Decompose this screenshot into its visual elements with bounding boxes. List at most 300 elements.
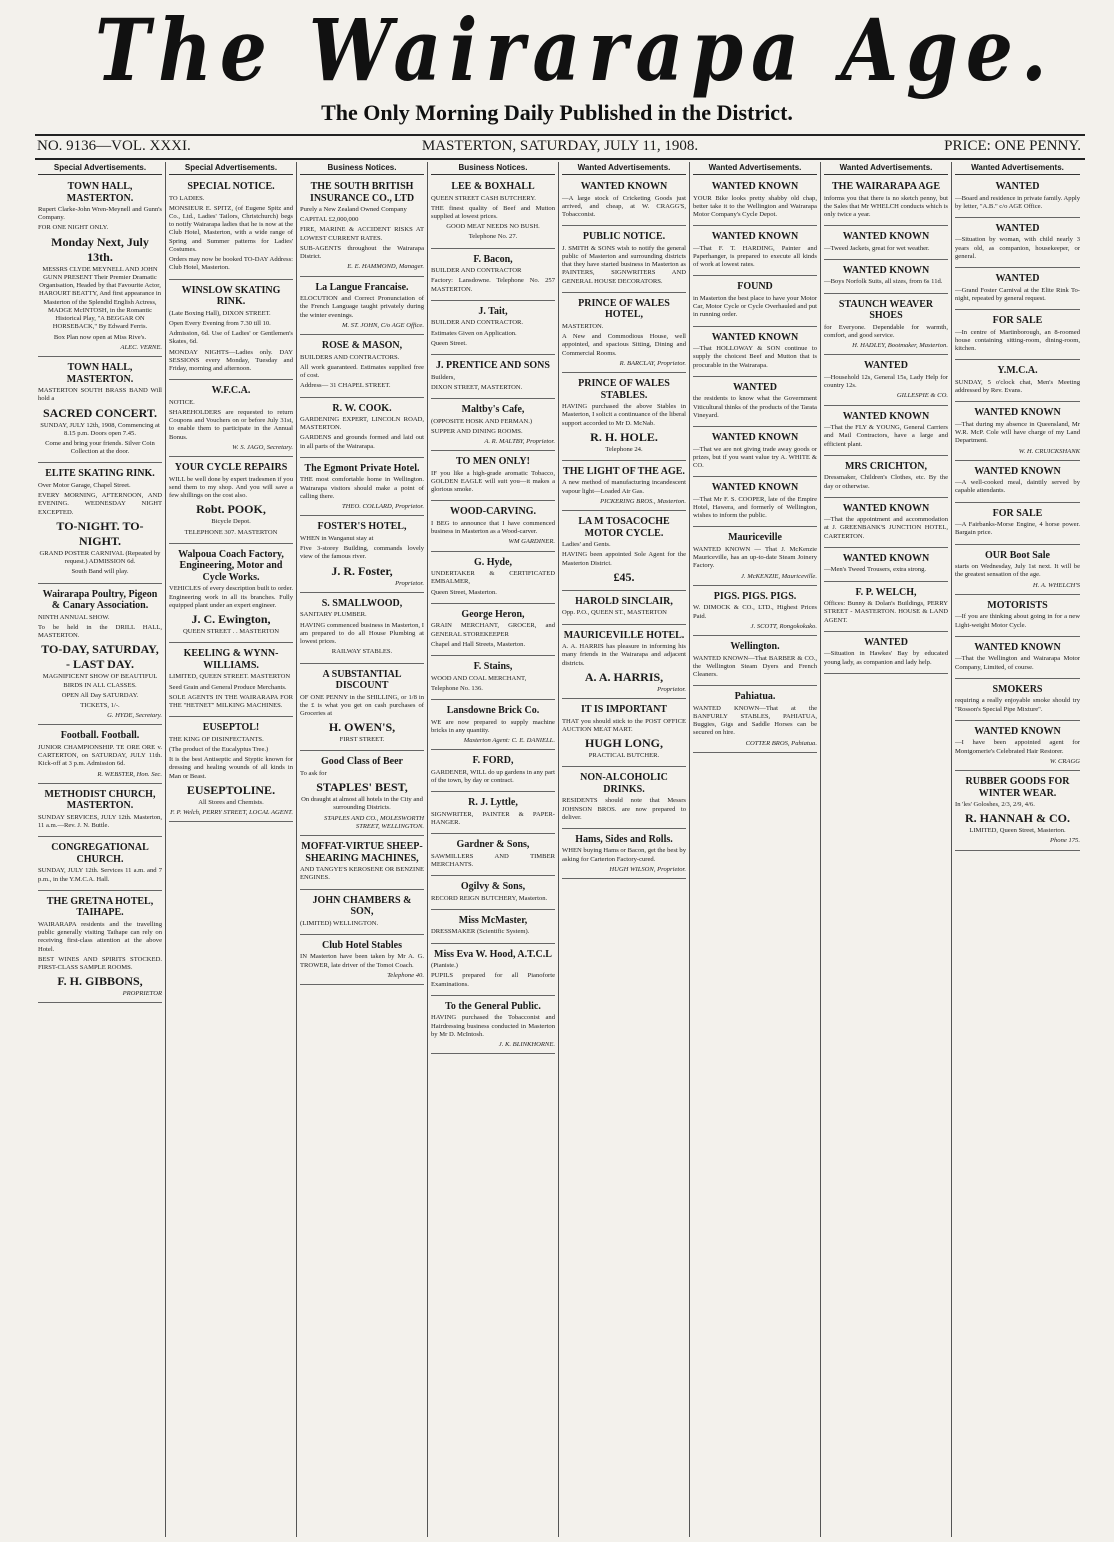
ad-text: SHAREHOLDERS are requested to return Coupons and Vouchers on or before July 31st, to enable them to participate in the Annual Bonus. <box>169 408 293 441</box>
ad-text: GARDENING EXPERT, LINCOLN ROAD, MASTERTON. <box>300 416 424 432</box>
advertisement <box>955 270 1080 310</box>
ad-title: FOR SALE <box>992 507 1043 519</box>
advertisement <box>955 773 1080 851</box>
ad-headline: J. C. Ewington, <box>191 612 271 627</box>
ad-title: J. Tait, <box>478 305 508 317</box>
ad-title: TOWN HALL, MASTERTON. <box>66 181 134 204</box>
advertisement <box>38 586 162 726</box>
ad-text: OF ONE PENNY in the SHILLING, or 1/8 in the £ is what you get on cash purchases of Groceries at <box>300 693 424 717</box>
ad-headline: TO-DAY, SATURDAY, - LAST DAY. <box>41 642 159 672</box>
ad-title: KEELING & WYNN-WILLIAMS. <box>183 648 279 671</box>
ad-title: La Langue Francaise. <box>315 281 409 293</box>
ad-text: WANTED KNOWN — That J. McKenzie Mauriceville, has an up-to-date Steam Joinery Factory. <box>693 545 817 570</box>
ad-signature: R. BARCLAY, Proprietor. <box>619 359 686 367</box>
ad-title: Wairarapa Poultry, Pigeon & Canary Association. <box>42 588 158 612</box>
ad-title: ELITE SKATING RINK. <box>45 468 155 480</box>
ad-text: In 'les' Goloshes, 2/3, 2/9, 4/6. <box>955 801 1035 808</box>
column-header: Special Advertisements. <box>169 162 293 175</box>
ad-text: Builders, <box>431 373 455 381</box>
ad-title: Ogilvy & Sons, <box>460 881 526 893</box>
ad-title: WANTED KNOWN <box>711 331 799 343</box>
ad-signature: HUGH WILSON, Proprietor. <box>609 865 686 873</box>
ad-title: OUR Boot Sale <box>985 549 1050 561</box>
advertisement <box>693 178 817 226</box>
advertisement <box>169 719 293 822</box>
ad-text: THAT you should stick to the POST OFFICE AUCTION MEAT MART. <box>562 717 686 733</box>
advertisement <box>169 645 293 717</box>
advertisement <box>693 278 817 326</box>
ad-title: WANTED <box>733 381 777 393</box>
ad-text: WE are now prepared to supply machine bricks in any quantity. <box>431 718 555 734</box>
ad-title: Good Class of Beer <box>321 756 403 768</box>
advertisement <box>824 262 948 294</box>
ad-text: Ladies' and Gents. <box>562 541 611 549</box>
advertisement <box>562 701 686 767</box>
ad-signature: Telephone 40. <box>387 971 424 979</box>
advertisement <box>300 753 424 836</box>
ad-text: Dressmaker, Children's Clothes, etc. By the day or otherwise. <box>824 474 948 490</box>
ad-signature: F. P. Welch, PERRY STREET, LOCAL AGENT. <box>170 809 293 817</box>
advertisement <box>38 786 162 837</box>
advertisement <box>562 463 686 511</box>
advertisement <box>562 513 686 591</box>
ad-signature: M. ST. JOHN, C/o AGE Office. <box>342 321 424 329</box>
ad-title: TOWN HALL, MASTERTON. <box>66 362 134 385</box>
advertisement <box>693 529 817 585</box>
advertisement <box>562 769 686 829</box>
ad-title: Miss McMaster, <box>458 914 528 926</box>
ad-title: Football. Football. <box>60 730 140 742</box>
issue-price: PRICE: ONE PENNY. <box>944 138 1081 154</box>
ad-text: (Pianiste.) <box>431 962 458 970</box>
ad-text: Over Motor Garage, Chapel Street. <box>38 481 131 489</box>
ad-title: George Heron, <box>461 608 525 620</box>
ad-text: WAIRARAPA residents and the travelling public generally visiting Taihape can rely on receiving first-class attention at the above Hotel. <box>38 920 162 953</box>
ad-text: Factory: Lansdowne. Telephone No. 257 MASTERTON. <box>431 277 555 293</box>
ad-title: F. P. WELCH, <box>855 586 917 598</box>
ad-text: —Situation in Hawkes' Bay by educated young lady, as companion and lady help. <box>824 650 948 666</box>
advertisement <box>431 178 555 249</box>
advertisement <box>300 518 424 592</box>
advertisement <box>824 178 948 226</box>
ad-text: —That during my absence in Queensland, Mr W.R. McP. Cole will have charge of my Land Department. <box>955 420 1080 445</box>
ad-title: Gardner & Sons, <box>456 839 530 851</box>
ad-text: DRESSMAKER (Scientific System). <box>431 928 530 936</box>
ad-text: —I have been appointed agent for Montgomerie's Celebrated Hair Restorer. <box>955 739 1080 755</box>
advertisement <box>169 546 293 643</box>
advertisement <box>693 638 817 686</box>
advertisement <box>38 893 162 1004</box>
ad-text: CAPITAL £2,000,000 <box>300 216 359 224</box>
ad-text: PUPILS prepared for all Pianoforte Examinations. <box>431 972 555 988</box>
ad-headline: A. A. HARRIS, <box>584 669 664 684</box>
ad-text: A new method of manufacturing incandescent vapour light—Loaded Air Gas. <box>562 479 686 495</box>
ad-text: MONDAY NIGHTS—Ladies only. DAY SESSIONS every Monday, Tuesday and Friday, morning and afternoon. <box>169 348 293 373</box>
ad-text: —A Fairbanks-Morse Engine, 4 horse power. Bargain price. <box>955 521 1080 537</box>
advertisement <box>300 178 424 277</box>
ad-title: WANTED KNOWN <box>711 231 799 243</box>
ad-text: —Boys Norfolk Suits, all sizes, from 6s 11d. <box>824 278 943 286</box>
ad-title: LA M TOSACOCHE MOTOR CYCLE. <box>578 516 670 539</box>
ad-title: Miss Eva W. Hood, A.T.C.L <box>434 948 552 960</box>
column-7 <box>821 162 952 1537</box>
ad-title: WANTED <box>995 273 1040 285</box>
ad-text: SUNDAY, JULY 12th. Services 11 a.m. and 7 p.m., in the Y.M.C.A. Hall. <box>38 867 162 883</box>
advertisement <box>300 400 424 458</box>
ad-text: —That F. T. HARDING, Painter and Paperhanger, is prepared to execute all kinds of work at lowest rates. <box>693 244 817 269</box>
ad-title: THE LIGHT OF THE AGE. <box>563 465 685 477</box>
ad-text: the residents to know what the Government Viticultural thinks of the products of the Tarata Vineyard. <box>693 395 817 419</box>
ad-title: Y.M.C.A. <box>997 365 1038 377</box>
ad-title: WANTED <box>864 636 908 648</box>
ad-headline: £45. <box>613 569 635 584</box>
advertisement <box>562 627 686 699</box>
ad-text: FOR ONE NIGHT ONLY. <box>38 224 109 232</box>
ad-text: (OPPOSITE HOSK AND FERMAN.) <box>431 417 533 425</box>
ad-text: SUB-AGENTS throughout the Wairarapa District. <box>300 244 424 261</box>
ad-headline: F. H. GIBBONS, <box>57 974 143 989</box>
column-5 <box>559 162 690 1537</box>
ad-text: —That we are not giving trade away goods or prizes, but if you want value try A. WHITE & CO. <box>693 445 817 469</box>
ad-text: Offices: Bunny & Dolan's Buildings, PERRY STREET - MASTERTON. HOUSE & LAND AGENT. <box>824 600 948 624</box>
ad-title: Pahiatua. <box>734 691 776 703</box>
ad-text: QUEEN STREET . . MASTERTON <box>182 628 280 636</box>
ad-text: RAILWAY STABLES. <box>331 648 393 656</box>
ad-title: Walpoua Coach Factory, Engineering, Motor and Cycle Works. <box>178 548 284 583</box>
advertisement <box>300 937 424 985</box>
ad-text: UNDERTAKER & CERTIFICATED EMBALMER, <box>431 570 555 586</box>
advertisement <box>431 606 555 656</box>
advertisement <box>955 178 1080 218</box>
ad-title: PUBLIC NOTICE. <box>582 231 666 243</box>
ad-text: Telephone No. 136. <box>431 684 483 692</box>
ad-signature: W. CRAGG <box>1049 757 1080 765</box>
ad-title: RUBBER GOODS FOR WINTER WEAR. <box>965 776 1070 799</box>
ad-text: Admission, 6d. Use of Ladies' or Gentlemen's Skates, 6d. <box>169 330 293 346</box>
ad-title: R. J. Lyttle, <box>468 797 518 809</box>
ad-title: PRINCE OF WALES HOTEL, <box>578 297 670 321</box>
ad-text: Come and bring your friends. Silver Coin Collection at the door. <box>45 439 155 456</box>
ad-signature: COTTER BROS, Pahiatua. <box>745 739 817 747</box>
advertisement <box>955 505 1080 545</box>
advertisement <box>955 463 1080 503</box>
ad-text: I BEG to announce that I have commenced business in Masterton as a Wood-carver. <box>431 519 555 536</box>
ad-title: WINSLOW SKATING RINK. <box>181 284 281 308</box>
ad-text: (Late Boxing Hall), DIXON STREET. <box>169 309 271 317</box>
advertisement <box>955 597 1080 637</box>
ad-text: QUEEN STREET CASH BUTCHERY. <box>431 194 536 202</box>
advertisement <box>955 312 1080 360</box>
advertisement <box>824 296 948 356</box>
ad-text: —Household 12s, General 15s, Lady Help for country 12s. <box>824 373 948 390</box>
column-header: Wanted Advertisements. <box>955 162 1080 175</box>
advertisement <box>824 550 948 582</box>
ad-title: WANTED KNOWN <box>842 502 930 514</box>
ad-text: MASTERTON. <box>562 322 604 330</box>
ad-text: ELOCUTION and Correct Pronunciation of the French Language taught privately during the winter evenings. <box>300 295 424 319</box>
issue-date: MASTERTON, SATURDAY, JULY 11, 1908. <box>421 138 699 154</box>
ad-headline: Robt. POOK, <box>196 502 266 517</box>
ad-text: —That the FLY & YOUNG, General Carriers and Mail Contractors, have a large and efficient plant. <box>824 424 948 448</box>
advertisement <box>955 639 1080 679</box>
advertisement <box>955 723 1080 771</box>
advertisement <box>824 357 948 405</box>
ad-signature: PROPRIETOR <box>122 990 162 998</box>
ad-signature: A. R. MALTBY, Proprietor. <box>484 438 555 446</box>
ad-text: OPEN All Day SATURDAY. <box>61 691 139 699</box>
ad-signature: THEO. COLLARD, Proprietor. <box>341 503 424 511</box>
column-2 <box>166 162 297 1537</box>
ad-title: G. Hyde, <box>473 556 513 568</box>
advertisement <box>824 458 948 498</box>
ad-title: WANTED <box>995 222 1040 234</box>
ad-headline: R. HANNAH & CO. <box>965 811 1070 826</box>
ad-text: Telephone 24. <box>605 445 643 453</box>
dateline-bar <box>35 134 1085 160</box>
ad-text: Opp. P.O., QUEEN ST., MASTERTON <box>562 609 667 617</box>
ad-text: GRAIN MERCHANT, GROCER, and GENERAL STOREKEEPER <box>431 622 555 638</box>
ad-title: ROSE & MASON, <box>321 340 403 352</box>
advertisement <box>431 251 555 301</box>
ad-title: To the General Public. <box>445 1000 541 1012</box>
ad-text: THE most comfortable home in Wellington. Wairarapa visitors should make a point of calling there. <box>300 476 424 500</box>
advertisement <box>562 831 686 879</box>
ad-signature: STAPLES AND CO., MOLESWORTH STREET, WELLINGTON. <box>324 814 424 830</box>
advertisement <box>693 588 817 636</box>
ad-text: starts on Wednesday, July 1st next. It will be the greatest sensation of the age. <box>955 563 1080 579</box>
advertisement <box>431 303 555 355</box>
ad-text: Five 3-storey Building, commands lovely view of the famous river. <box>300 545 424 561</box>
ad-text: NINTH ANNUAL SHOW. <box>38 613 110 621</box>
ad-signature: W. S. JAGO, Secretary. <box>232 443 293 451</box>
ad-text: THE finest quality of Beef and Mutton supplied at lowest prices. <box>431 204 555 220</box>
ad-text: THE KING OF DISINFECTANTS. <box>169 735 264 743</box>
ad-headline: TO-NIGHT. TO-NIGHT. <box>56 518 144 548</box>
ad-title: STAUNCH WEAVER SHOES <box>838 298 934 322</box>
ad-text: —Men's Tweed Trousers, extra strong. <box>824 566 927 574</box>
advertisement <box>955 362 1080 402</box>
newspaper-tagline: The Only Morning Daily Published in the District. <box>321 100 793 125</box>
ad-title: PIGS. PIGS. PIGS. <box>713 590 797 602</box>
ad-text: WOOD AND COAL MERCHANT, <box>431 674 527 682</box>
advertisement <box>824 500 948 548</box>
ad-text: SOLE AGENTS IN THE WAIRARAPA FOR THE "HETNET" MILKING MACHINES. <box>169 693 293 709</box>
ad-headline: EUSEPTOLINE. <box>186 782 276 797</box>
ad-text: Chapel and Hall Streets, Masterton. <box>431 640 526 648</box>
advertisement <box>824 584 948 632</box>
ad-text: MONSIEUR E. SPITZ, (of Eugene Spitz and Co., Ltd., Ladies' Tailors, Christchurch) begs to notify Wairarapa ladies that he is now at the Club Hotel, Masterton, with a wide range of Spring and Summer patterns for Ladies' Costumes. <box>169 204 293 253</box>
advertisement <box>169 459 293 544</box>
ad-text: SUNDAY, 5 o'clock chat, Men's Meeting addressed by Rev. Evans. <box>955 378 1080 395</box>
ad-text: J. SMITH & SONS wish to notify the general public of Masterton and surrounding districts that they have started business in Masterton as PAINTERS, SIGNWRITERS AND GENERAL HOUSE DECORATORS. <box>562 244 686 285</box>
ad-text: South Band will play. <box>71 568 129 576</box>
advertisement <box>693 688 817 753</box>
advertisement <box>431 836 555 876</box>
ad-title: IT IS IMPORTANT <box>581 704 667 716</box>
ad-text: GOOD MEAT NEEDS NO BUSH. <box>446 223 540 231</box>
advertisement <box>955 547 1080 595</box>
ad-title: THE SOUTH BRITISH INSURANCE CO., LTD <box>309 181 415 204</box>
advertisement <box>300 460 424 516</box>
ad-title: Mauriceville <box>728 532 782 544</box>
column-header: Wanted Advertisements. <box>693 162 817 175</box>
ad-text: Purely a New Zealand Owned Company <box>300 206 407 213</box>
ad-title: F. FORD, <box>472 755 514 767</box>
ad-text: MESSRS CLYDE MEYNELL AND JOHN GUNN PRESENT Their Premier Dramatic Organisation, Headed by that Favourite Actor, HAROURT BEATTY, And first appearance in Masterton of the Splendid English Actress, MADGE McINTOSH, in the Romantic Historical Play, "A BEGGAR ON HORSEBACK," By Edward Ferris. <box>38 265 162 331</box>
ad-title: TO MEN ONLY! <box>456 456 530 468</box>
ad-text: Box Plan now open at Miss Rive's. <box>53 333 147 341</box>
advertisement <box>431 752 555 792</box>
ad-title: FOSTER'S HOTEL, <box>317 521 407 533</box>
ad-text: GRAND POSTER CARNIVAL (Repeated by request.) ADMISSION 6d. <box>39 549 161 566</box>
ad-text: VEHICLES of every description built to order. Engineering work in all its branches. Fully equipped plant under an expert engineer. <box>169 585 293 609</box>
ad-text: Seed Grain and General Produce Merchants. <box>169 683 287 691</box>
ad-signature: E. E. HAMMOND, Manager. <box>347 263 424 271</box>
ad-title: WANTED KNOWN <box>974 725 1061 737</box>
ad-text: BEST WINES AND SPIRITS STOCKED. FIRST-CLASS SAMPLE ROOMS. <box>38 955 162 972</box>
ad-title: F. Stains, <box>473 661 513 673</box>
advertisement <box>693 228 817 276</box>
ad-signature: J. McKENZIE, Mauriceville. <box>741 572 817 580</box>
ad-text: DIXON STREET, MASTERTON. <box>431 383 523 391</box>
ad-title: WANTED KNOWN <box>711 482 799 494</box>
ad-signature: J. SCOTT, Rongokokako. <box>750 622 817 630</box>
ad-text: All work guaranteed. Estimates supplied free of cost. <box>300 363 424 380</box>
ad-title: S. SMALLWOOD, <box>321 597 403 609</box>
ad-title: Hams, Sides and Rolls. <box>575 833 673 845</box>
issue-number: NO. 9136—VOL. XXXI. <box>37 138 191 154</box>
ad-signature: Masterton Agent: C. E. DANIELL. <box>463 737 555 744</box>
ad-text: WANTED KNOWN—That BARBER & CO., the Wellington Steam Dyers and French Cleaners. <box>693 654 817 679</box>
advertisement <box>824 228 948 260</box>
ad-text: —That HOLLOWAY & SON continue to supply the choicest Beef and Mutton that is procurable in the Wairarapa. <box>693 345 817 369</box>
advertisement <box>300 666 424 752</box>
ad-text: —That the appointment and accommodation at J. GREENBANK'S JUNCTION HOTEL, CARTERTON. <box>824 516 948 540</box>
ad-text: WANTED KNOWN—That at the BANFURLY STABLES, PAHIATUA, Buggies, Gigs and Saddle Horses can be secured on hire. <box>693 704 817 737</box>
advertisement <box>38 839 162 890</box>
advertisement <box>431 503 555 551</box>
ad-text: HAVING been appointed Sole Agent for the Masterton District. <box>562 551 686 567</box>
ad-text: MAGNIFICENT SHOW OF BEAUTIFUL BIRDS IN ALL CLASSES. <box>42 673 158 689</box>
ad-signature: W. H. CRUICKSHANK <box>1018 447 1080 455</box>
ad-text: BUILDER AND CONTRACTOR. <box>431 319 524 327</box>
ad-title: A SUBSTANTIAL DISCOUNT <box>322 668 402 691</box>
advertisement <box>824 408 948 456</box>
ad-text: WHEN in Wanganui stay at <box>300 534 374 542</box>
ad-signature: R. WEBSTER, Hon. Sec. <box>97 770 162 778</box>
advertisement <box>431 658 555 700</box>
ad-signature: H. A. WHELCH'S <box>1032 581 1080 589</box>
ad-title: WANTED KNOWN <box>842 231 930 243</box>
ad-text: —In centre of Martinborough, an 8-roomed house containing sitting-room, dining-room, kitchen. <box>955 328 1080 353</box>
ad-title: WANTED KNOWN <box>974 641 1061 653</box>
column-1 <box>35 162 166 1537</box>
advertisement <box>431 912 555 944</box>
ad-text: AND TANGYE'S KEROSENE OR BENZINE ENGINES. <box>300 866 424 882</box>
ad-title: WANTED <box>864 360 908 372</box>
ad-text: GARDENER, WILL do up gardens in any part of the town, by day or contract. <box>431 768 555 784</box>
advertisement <box>300 337 424 397</box>
advertisement-columns <box>35 162 1085 1537</box>
ad-text: —That Mr F. S. COOPER, late of the Empire Hotel, Hawera, and formerly of Wellington, wishes to inform the public. <box>693 495 817 520</box>
ad-text: —If you are thinking about going in for a new Light-weight Motor Cycle. <box>955 613 1080 629</box>
ad-text: W. DIMOCK & CO., LTD., Highest Prices Paid. <box>693 604 817 620</box>
ad-title: Lansdowne Brick Co. <box>446 705 540 717</box>
advertisement <box>300 595 424 664</box>
advertisement <box>693 329 817 377</box>
ad-text: MASTERTON SOUTH BRASS BAND Will hold a <box>38 387 162 403</box>
ad-text: in Masterton the best place to have your Motor Car, Motor Cycle or Cycle Overhauled and put in running order. <box>693 294 817 319</box>
advertisement <box>38 465 162 583</box>
ad-text: for Everyone. Dependable for warmth, comfort, and good service. <box>824 323 948 339</box>
ad-headline: H. OWEN'S, <box>328 720 396 735</box>
ad-text: Open Every Evening from 7.30 till 10. <box>169 319 271 327</box>
ad-signature: Phone 175. <box>1049 837 1080 845</box>
ad-text: (The product of the Eucalyptus Tree.) <box>169 745 269 753</box>
ad-text: Orders may now be booked TO-DAY Address: Club Hotel, Masterton. <box>169 256 293 272</box>
column-4 <box>428 162 559 1537</box>
ad-text: SUNDAY SERVICES, JULY 12th. Masterton, 11 a.m.—Rev. J. N. Buttle. <box>38 813 162 830</box>
advertisement <box>169 382 293 457</box>
ad-signature: ALEC. VERNE. <box>120 343 162 351</box>
ad-text: PRACTICAL BUTCHER. <box>588 752 660 760</box>
ad-text: LIMITED, Queen Street, Masterton. <box>969 827 1066 835</box>
ad-title: Club Hotel Stables <box>321 939 402 951</box>
ad-text: All Stores and Chemists. <box>198 798 264 806</box>
ad-signature: J. K. BLINKHORNE. <box>498 1041 555 1049</box>
ad-title: MOTORISTS <box>987 599 1048 611</box>
ad-title: WANTED KNOWN <box>711 181 799 192</box>
ad-title: WANTED KNOWN <box>711 432 799 444</box>
ad-text: A New and Commodious House, well appointed, and spacious Sitting, Dining and Commercial Rooms. <box>562 333 686 357</box>
ad-title: MOFFAT-VIRTUE SHEEP-SHEARING MACHINES, <box>301 841 423 864</box>
ad-text: IF you like a high-grade aromatic Tobacco, GOLDEN EAGLE will suit you—it makes a glorious smoke. <box>431 469 555 494</box>
ad-title: F. Bacon, <box>473 253 513 265</box>
advertisement <box>824 634 948 674</box>
advertisement <box>431 702 555 750</box>
column-header: Special Advertisements. <box>38 162 162 175</box>
ad-text: TICKETS, 1/-. <box>80 702 120 709</box>
ad-text: Queen Street. <box>431 339 467 347</box>
advertisement <box>431 401 555 451</box>
ad-text: RECORD REIGN BUTCHERY, Masterton. <box>431 894 548 902</box>
ad-title: NON-ALCOHOLIC DRINKS. <box>580 772 668 795</box>
ad-text: It is the best Antiseptic and Styptic known for dressing and healing wounds of all kinds in Man or Beast. <box>169 756 293 780</box>
ad-title: WANTED KNOWN <box>974 407 1061 419</box>
masthead <box>0 0 1114 132</box>
ad-text: Telephone No. 27. <box>468 233 518 241</box>
ad-title: MRS CRICHTON, <box>844 460 928 472</box>
ad-text: —That the Wellington and Wairarapa Motor Company, Limited, of course. <box>955 655 1080 671</box>
advertisement <box>955 404 1080 460</box>
advertisement <box>562 375 686 461</box>
ad-title: MAURICEVILLE HOTEL. <box>563 629 685 641</box>
ad-text: SAWMILLERS AND TIMBER MERCHANTS. <box>431 852 555 868</box>
ad-headline: R. H. HOLE. <box>590 429 658 444</box>
ad-title: CONGREGATIONAL CHURCH. <box>51 842 149 865</box>
ad-title: LEE & BOXHALL <box>451 181 535 192</box>
advertisement <box>300 838 424 889</box>
ad-text: SANITARY PLUMBER. <box>300 611 367 619</box>
advertisement <box>431 946 555 996</box>
ad-signature: Proprietor. <box>657 685 686 693</box>
column-header: Business Notices. <box>300 162 424 175</box>
ad-text: To be held in the DRILL HALL, MASTERTON. <box>38 623 162 640</box>
advertisement <box>431 878 555 910</box>
ad-text: requiring a really enjoyable smoke should try "Rosson's Special Pipe Mixture". <box>955 697 1080 713</box>
ad-text: Bicycle Depot. <box>211 518 251 526</box>
ad-text: SUPPER AND DINING ROOMS. <box>431 427 523 435</box>
